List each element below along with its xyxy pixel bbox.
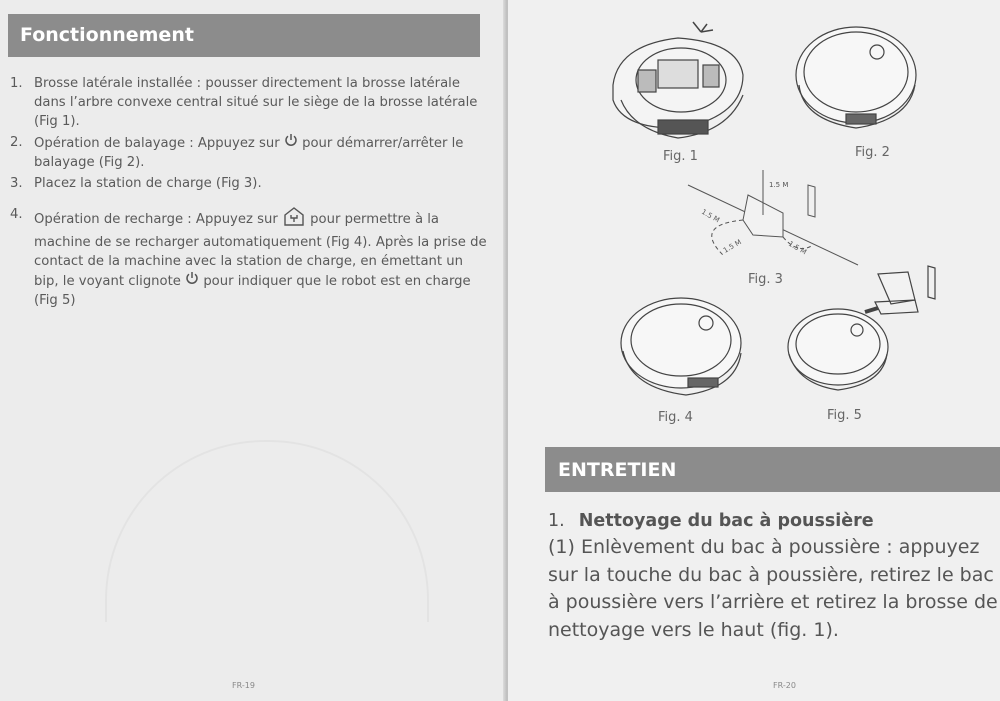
maintenance-section: [548, 511, 998, 644]
subsection-body: (1) Enlèvement du bac à poussière : appuyez sur la touche du bac à poussière, retirez le bac à poussière vers l’arrière et retirez la brosse de nettoyage vers le haut (fig. 1).: [548, 536, 998, 641]
fig-4-caption: Fig. 4: [658, 410, 693, 425]
fig-1-caption: Fig. 1: [663, 149, 698, 164]
power-icon: [284, 133, 298, 153]
list-item: 2. Opération de balayage : Appuyez sur pour démarrer/arrêter le balayage (Fig 2).: [10, 135, 464, 170]
subsection-title: 1. Nettoyage du bac à poussière: [548, 511, 874, 531]
svg-text:1.5 M: 1.5 M: [722, 238, 743, 255]
robot-docking-illustration: [783, 262, 953, 402]
robot-underside-illustration: [603, 20, 753, 150]
list-item: 3. Placez la station de charge (Fig 3).: [10, 176, 262, 191]
right-page: [508, 0, 1000, 701]
svg-text:1.5 M: 1.5 M: [700, 207, 721, 225]
fig-2-caption: Fig. 2: [855, 145, 890, 160]
robot-returning-illustration: [616, 293, 756, 403]
page-number: FR-20: [773, 681, 796, 690]
section-heading: ENTRETIEN: [545, 447, 1000, 492]
power-icon: [185, 271, 199, 291]
list-item: 1. Brosse latérale installée : pousser directement la brosse latérale dans l’arbre convexe central situé sur le siège de la brosse latérale (Fig 1).: [10, 76, 478, 129]
home-charge-icon: [282, 205, 306, 233]
robot-top-illustration: [791, 20, 926, 140]
instruction-list: [10, 74, 490, 310]
list-item: 4. Opération de recharge : Appuyez sur pour permettre à la machine de se recharger automatiquement (Fig 4). Après la prise de contact de la machine avec la station de charge, en émettant un bip, le voyant clignote pour indiquer que le robot est en charge (Fig 5): [10, 207, 487, 308]
fig-5-caption: Fig. 5: [827, 408, 862, 423]
fig-3-caption: Fig. 3: [748, 272, 783, 287]
section-heading: Fonctionnement: [8, 14, 480, 57]
bleed-through-shadow: [105, 440, 429, 622]
svg-text:1.5 M: 1.5 M: [769, 181, 789, 189]
charging-station-placement-diagram: [683, 165, 868, 270]
page-number: FR-19: [232, 681, 255, 690]
svg-text:1.5 M: 1.5 M: [787, 239, 808, 257]
